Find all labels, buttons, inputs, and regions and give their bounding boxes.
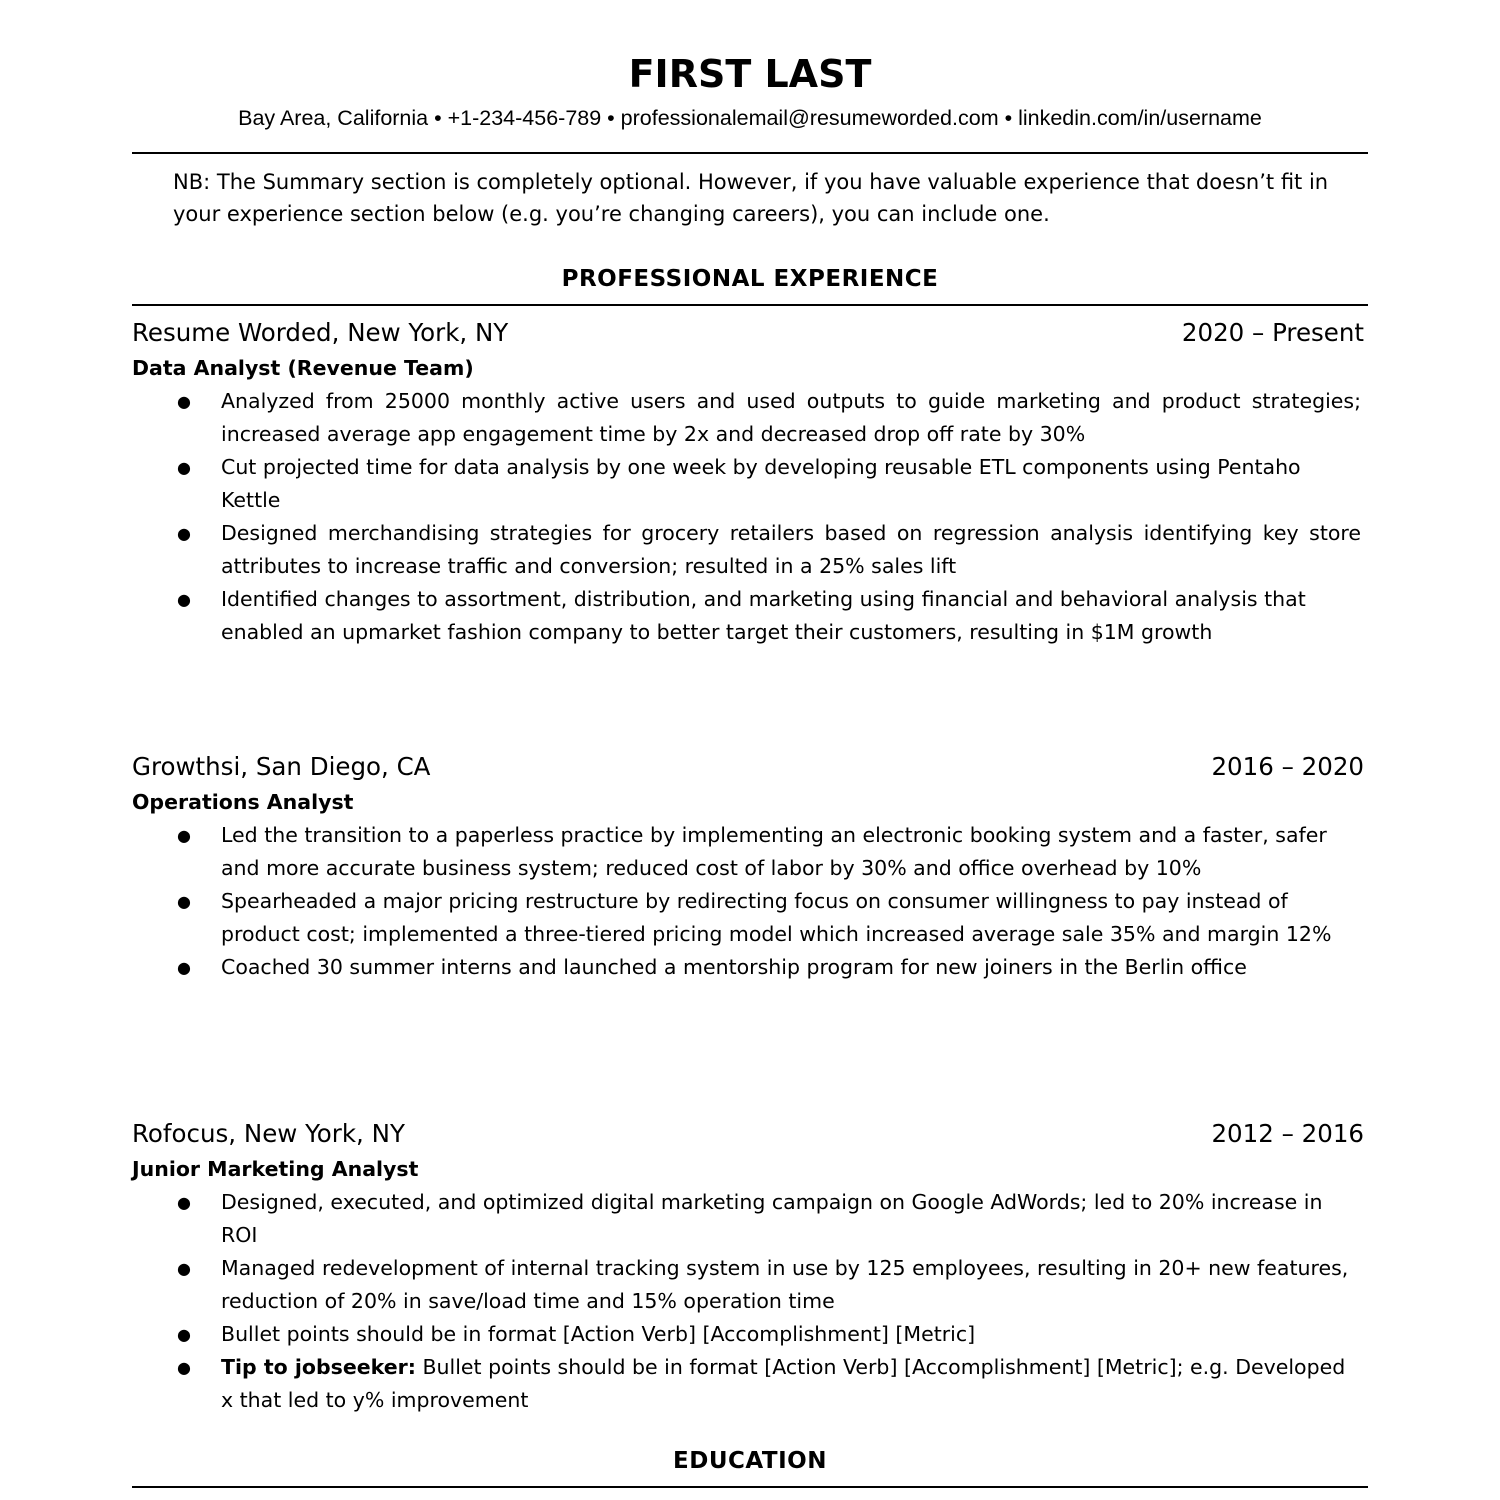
divider: [132, 1486, 1368, 1488]
job-entry: [132, 1116, 1364, 1417]
bullet: ● Identified changes to assortment, distribution, and marketing using financial and behavioral analysis that enabled an upmarket fashion company to better target their customers, resulting in $1M growth: [177, 587, 1306, 644]
job-entry: [132, 315, 1364, 649]
bullet: ● Coached 30 summer interns and launched a mentorship program for new joiners in the Berlin office: [177, 955, 1247, 979]
section-heading-education: EDUCATION: [673, 1448, 827, 1474]
job-title: Operations Analyst: [132, 790, 354, 814]
company: Rofocus, New York, NY: [132, 1119, 405, 1148]
dates: 2020 – Present: [1181, 318, 1364, 347]
bullet: ● Cut projected time for data analysis by one week by developing reusable ETL components using Pentaho Kettle: [177, 455, 1301, 512]
summary: NB: The Summary section is completely optional. However, if you have valuable experience that doesn’t fit in your experience section below (e.g. you’re changing careers), you can include one.: [173, 170, 1329, 226]
bullet: ● Analyzed from 25000 monthly active users and used outputs to guide marketing and product strategies; increased average app engagement time by 2x and decreased drop off rate by 30%: [177, 389, 1361, 446]
job-title: Junior Marketing Analyst: [132, 1157, 419, 1181]
bullet: ● Managed redevelopment of internal tracking system in use by 125 employees, resulting in 20+ new features, reduction of 20% in save/load time and 15% operation time: [177, 1256, 1349, 1313]
contact-info: Bay Area, California • +1-234-456-789 • professionalemail@resumeworded.com • linkedin.com/in/username: [238, 106, 1262, 130]
candidate-name: FIRST LAST: [628, 52, 872, 96]
bullet: ● Designed, executed, and optimized digital marketing campaign on Google AdWords; led to 20% increase in ROI: [177, 1190, 1323, 1247]
bullet: ● Bullet points should be in format [Action Verb] [Accomplishment] [Metric]: [177, 1322, 976, 1346]
bullet: ● Led the transition to a paperless practice by implementing an electronic booking system and a faster, safer and more accurate business system; reduced cost of labor by 30% and office overhead by 10%: [177, 823, 1327, 880]
tip-bullet: ● Tip to jobseeker: Bullet points should be in format [Action Verb] [Accomplishment] [Metric]; e.g. Developed x that led to y% improvement: [177, 1355, 1346, 1412]
dates: 2016 – 2020: [1211, 752, 1364, 781]
section-heading-experience: PROFESSIONAL EXPERIENCE: [561, 266, 939, 292]
bullet: ● Spearheaded a major pricing restructure by redirecting focus on consumer willingness to pay instead of product cost; implemented a three-tiered pricing model which increased average sale 35% and margin 12%: [177, 889, 1332, 946]
divider: [132, 152, 1368, 154]
company: Resume Worded, New York, NY: [132, 318, 509, 347]
bullet: ● Designed merchandising strategies for grocery retailers based on regression analysis identifying key store attributes to increase traffic and conversion; resulted in a 25% sales lift: [177, 521, 1361, 578]
dates: 2012 – 2016: [1211, 1119, 1364, 1148]
company: Growthsi, San Diego, CA: [132, 752, 431, 781]
job-entry: [132, 749, 1364, 984]
job-title: Data Analyst (Revenue Team): [132, 356, 474, 380]
divider: [132, 304, 1368, 306]
